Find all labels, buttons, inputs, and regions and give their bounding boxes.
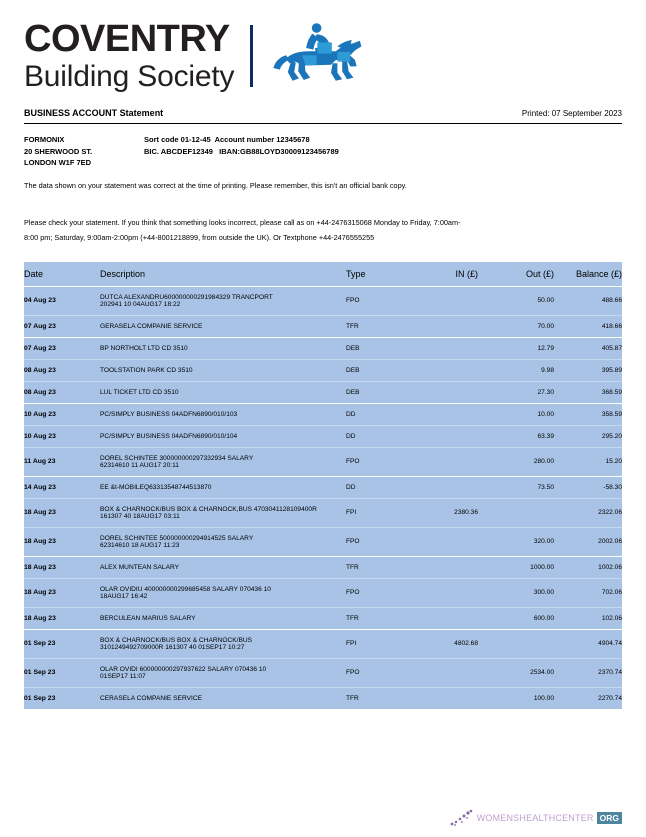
cell-out: 9.98 <box>478 359 554 381</box>
cell-type: FPI <box>346 629 406 658</box>
cell-in <box>406 476 478 498</box>
cell-in <box>406 556 478 578</box>
description-line-1: BP NORTHOLT LTD CD 3510 <box>100 344 188 352</box>
cell-out: 2534.00 <box>478 658 554 687</box>
cell-in <box>406 381 478 403</box>
cell-date: 10 Aug 23 <box>24 403 100 425</box>
cell-out: 12.79 <box>478 337 554 359</box>
cell-description <box>100 658 346 687</box>
cell-date: 18 Aug 23 <box>24 607 100 629</box>
cell-date: 08 Aug 23 <box>24 381 100 403</box>
description-line-2: 62314610 18 AUG17 11:23 <box>100 541 180 549</box>
cell-in <box>406 286 478 315</box>
description-line-1: BOX & CHARNOCK/BUS BOX & CHARNOCK/BUS <box>100 636 253 644</box>
customer-address-line-1: 20 SHERWOOD ST. <box>24 146 93 156</box>
table-row <box>24 629 622 658</box>
cell-in <box>406 578 478 607</box>
description-line-2: 202941 10 04AUG17 18:22 <box>100 300 181 308</box>
cell-in: 4802.68 <box>406 629 478 658</box>
cell-balance: 368.59 <box>554 381 622 403</box>
description-line-1: OLAR OVIDI 600000000297937622 SALARY 070436 10 <box>100 665 267 673</box>
column-header-balance: Balance (£) <box>554 262 622 287</box>
cell-balance: 488.66 <box>554 286 622 315</box>
cell-in <box>406 447 478 476</box>
cell-type: DEB <box>346 359 406 381</box>
description-line-1: BOX & CHARNOCK/BUS BOX & CHARNOCK,BUS 4703041128109400R <box>100 505 317 513</box>
page-title: BUSINESS ACCOUNT Statement <box>24 108 164 118</box>
cell-balance: 418.66 <box>554 315 622 337</box>
description-line-2: 161307 40 18AUG17 03:11 <box>100 512 180 520</box>
column-header-in: IN (£) <box>406 262 478 287</box>
transactions-table-body <box>24 286 622 709</box>
cell-description <box>100 447 346 476</box>
cell-in: 2380.36 <box>406 498 478 527</box>
table-row <box>24 381 622 403</box>
table-row <box>24 658 622 687</box>
cell-type: TFR <box>346 607 406 629</box>
customer-address-line-2: LONDON W1F 7ED <box>24 158 92 168</box>
cell-date: 07 Aug 23 <box>24 337 100 359</box>
description-line-1: LUL TICKET LTD CD 3510 <box>100 388 179 396</box>
cell-in <box>406 315 478 337</box>
cell-in <box>406 527 478 556</box>
cell-date: 01 Sep 23 <box>24 658 100 687</box>
description-line-1: OLAR OVIDIU 400000000299685458 SALARY 070436 10 <box>100 585 271 593</box>
cell-description <box>100 687 346 709</box>
cell-balance: 405.87 <box>554 337 622 359</box>
description-line-1: CERASELA COMPANIE SERVICE <box>100 694 202 702</box>
table-row <box>24 403 622 425</box>
brand-wordmark <box>24 20 234 92</box>
cell-in <box>406 425 478 447</box>
cell-description <box>100 403 346 425</box>
cell-out: 10.00 <box>478 403 554 425</box>
cell-description <box>100 556 346 578</box>
accuracy-note: The data shown on your statement was correct at the time of printing. Please remember, this isn't an official bank copy. <box>24 180 407 190</box>
column-header-type: Type <box>346 262 406 287</box>
table-header-row <box>24 262 622 287</box>
description-line-1: DOREL SCHINTEE 500000000294914525 SALARY <box>100 534 254 542</box>
header-divider <box>24 123 622 124</box>
description-line-1: PC/SIMPLY BUSINESS 04ADFN6890/010/103 <box>100 410 238 418</box>
footer-watermark <box>449 809 622 827</box>
cell-type: FPO <box>346 658 406 687</box>
description-line-1: DUTCA ALEXANDRU600000000291984329 TRANCPORT <box>100 293 273 301</box>
brand-name-secondary: Building Society <box>24 60 235 93</box>
cell-description <box>100 286 346 315</box>
brand-name-primary: COVENTRY <box>24 18 230 60</box>
cell-balance: 2370.74 <box>554 658 622 687</box>
cell-out: 27.30 <box>478 381 554 403</box>
table-row <box>24 476 622 498</box>
description-line-2: 18AUG17 16:42 <box>100 592 148 600</box>
cell-date: 01 Sep 23 <box>24 687 100 709</box>
description-line-2: 62314610 11 AUG17 20:11 <box>100 461 179 469</box>
cell-description <box>100 476 346 498</box>
cell-type: DD <box>346 425 406 447</box>
cell-description <box>100 337 346 359</box>
cell-type: DD <box>346 476 406 498</box>
dots-swoosh-icon <box>449 809 475 827</box>
description-line-1: PC/SIMPLY BUSINESS 04ADFN6890/010/104 <box>100 432 238 440</box>
cell-balance: -58.30 <box>554 476 622 498</box>
cell-date: 18 Aug 23 <box>24 556 100 578</box>
customer-address <box>24 134 144 169</box>
cell-out: 63.39 <box>478 425 554 447</box>
table-row <box>24 337 622 359</box>
cell-date: 18 Aug 23 <box>24 527 100 556</box>
watermark-label: WOMENSHEALTHCENTER <box>476 813 594 823</box>
cell-balance: 702.06 <box>554 578 622 607</box>
column-header-description: Description <box>100 262 346 287</box>
account-details-block <box>24 134 622 181</box>
transactions-table <box>24 262 622 710</box>
cell-date: 18 Aug 23 <box>24 578 100 607</box>
cell-out: 100.00 <box>478 687 554 709</box>
description-line-1: EE &t-MOBILEQ63313548744513870 <box>100 483 212 491</box>
cell-description <box>100 607 346 629</box>
cell-type: FPO <box>346 286 406 315</box>
cell-balance: 295.20 <box>554 425 622 447</box>
table-row <box>24 556 622 578</box>
cell-description <box>100 498 346 527</box>
cell-description <box>100 315 346 337</box>
cell-date: 18 Aug 23 <box>24 498 100 527</box>
watermark-badge: ORG <box>597 812 622 824</box>
cell-description <box>100 425 346 447</box>
cell-in <box>406 359 478 381</box>
cell-type: FPO <box>346 447 406 476</box>
cell-in <box>406 687 478 709</box>
cell-out <box>478 629 554 658</box>
cell-balance: 2322.06 <box>554 498 622 527</box>
cell-out: 280.00 <box>478 447 554 476</box>
cell-type: FPO <box>346 527 406 556</box>
table-row <box>24 359 622 381</box>
statement-title-row <box>24 96 622 123</box>
cell-out <box>478 498 554 527</box>
table-row <box>24 687 622 709</box>
contact-note-line-2: 8:00 pm; Saturday, 9:00am-2:00pm (+44-8001218899, from outside the UK). Or Textphone +44-2476555255 <box>24 232 375 242</box>
cell-balance: 1002.06 <box>554 556 622 578</box>
description-line-1: BERCULEAN MARIUS SALARY <box>100 614 196 622</box>
cell-balance: 358.59 <box>554 403 622 425</box>
cell-date: 04 Aug 23 <box>24 286 100 315</box>
cell-date: 08 Aug 23 <box>24 359 100 381</box>
description-line-1: ALEX MUNTEAN SALARY <box>100 563 180 571</box>
cell-balance: 4904.74 <box>554 629 622 658</box>
column-header-date: Date <box>24 262 100 287</box>
cell-date: 10 Aug 23 <box>24 425 100 447</box>
table-row <box>24 315 622 337</box>
cell-description <box>100 629 346 658</box>
cell-out: 1000.00 <box>478 556 554 578</box>
table-row <box>24 498 622 527</box>
table-row <box>24 578 622 607</box>
cell-date: 11 Aug 23 <box>24 447 100 476</box>
transactions-table-wrapper <box>24 262 622 710</box>
brand-divider <box>250 25 253 87</box>
description-line-2: 3101249492709000R 161307 40 01SEP17 10:27 <box>100 643 245 651</box>
cell-date: 14 Aug 23 <box>24 476 100 498</box>
cell-balance: 15.20 <box>554 447 622 476</box>
cell-type: DEB <box>346 337 406 359</box>
cell-balance: 102.06 <box>554 607 622 629</box>
horse-and-rider-icon <box>267 20 363 92</box>
cell-date: 07 Aug 23 <box>24 315 100 337</box>
table-row <box>24 286 622 315</box>
cell-out: 50.00 <box>478 286 554 315</box>
table-row <box>24 425 622 447</box>
cell-description <box>100 359 346 381</box>
cell-type: DEB <box>346 381 406 403</box>
cell-balance: 2270.74 <box>554 687 622 709</box>
description-line-1: DOREL SCHINTEE 300000000297332934 SALARY <box>100 454 254 462</box>
cell-date: 01 Sep 23 <box>24 629 100 658</box>
description-line-1: GERASELA COMPANIE SERVICE <box>100 322 203 330</box>
table-row <box>24 607 622 629</box>
cell-type: FPI <box>346 498 406 527</box>
cell-type: TFR <box>346 556 406 578</box>
cell-out: 320.00 <box>478 527 554 556</box>
cell-out: 600.00 <box>478 607 554 629</box>
cell-in <box>406 337 478 359</box>
cell-description <box>100 527 346 556</box>
cell-type: TFR <box>346 687 406 709</box>
table-row <box>24 527 622 556</box>
description-line-1: TOOLSTATION PARK CD 3510 <box>100 366 193 374</box>
cell-balance: 395.89 <box>554 359 622 381</box>
cell-out: 70.00 <box>478 315 554 337</box>
cell-in <box>406 403 478 425</box>
cell-in <box>406 658 478 687</box>
contact-note-line-1: Please check your statement. If you think that something looks incorrect, please call as on +44-2476315068 Monday to Friday, 7:00am- <box>24 217 461 227</box>
table-row <box>24 447 622 476</box>
cell-type: DD <box>346 403 406 425</box>
cell-balance: 2002.06 <box>554 527 622 556</box>
cell-description <box>100 381 346 403</box>
brand-header <box>24 0 622 96</box>
cell-description <box>100 578 346 607</box>
bic-and-iban: BIC. ABCDEF12349 IBAN:GB88LOYD30009123456789 <box>144 146 339 156</box>
description-line-2: 01SEP17 11:07 <box>100 672 146 680</box>
cell-in <box>406 607 478 629</box>
printed-date: Printed: 07 September 2023 <box>521 109 622 118</box>
cell-out: 73.50 <box>478 476 554 498</box>
customer-name: FORMONIX <box>24 135 65 144</box>
account-identifiers <box>144 134 339 169</box>
cell-type: FPO <box>346 578 406 607</box>
column-header-out: Out (£) <box>478 262 554 287</box>
cell-out: 300.00 <box>478 578 554 607</box>
sort-code-and-account-number: Sort code 01-12-45 Account number 12345678 <box>144 135 310 144</box>
cell-type: TFR <box>346 315 406 337</box>
